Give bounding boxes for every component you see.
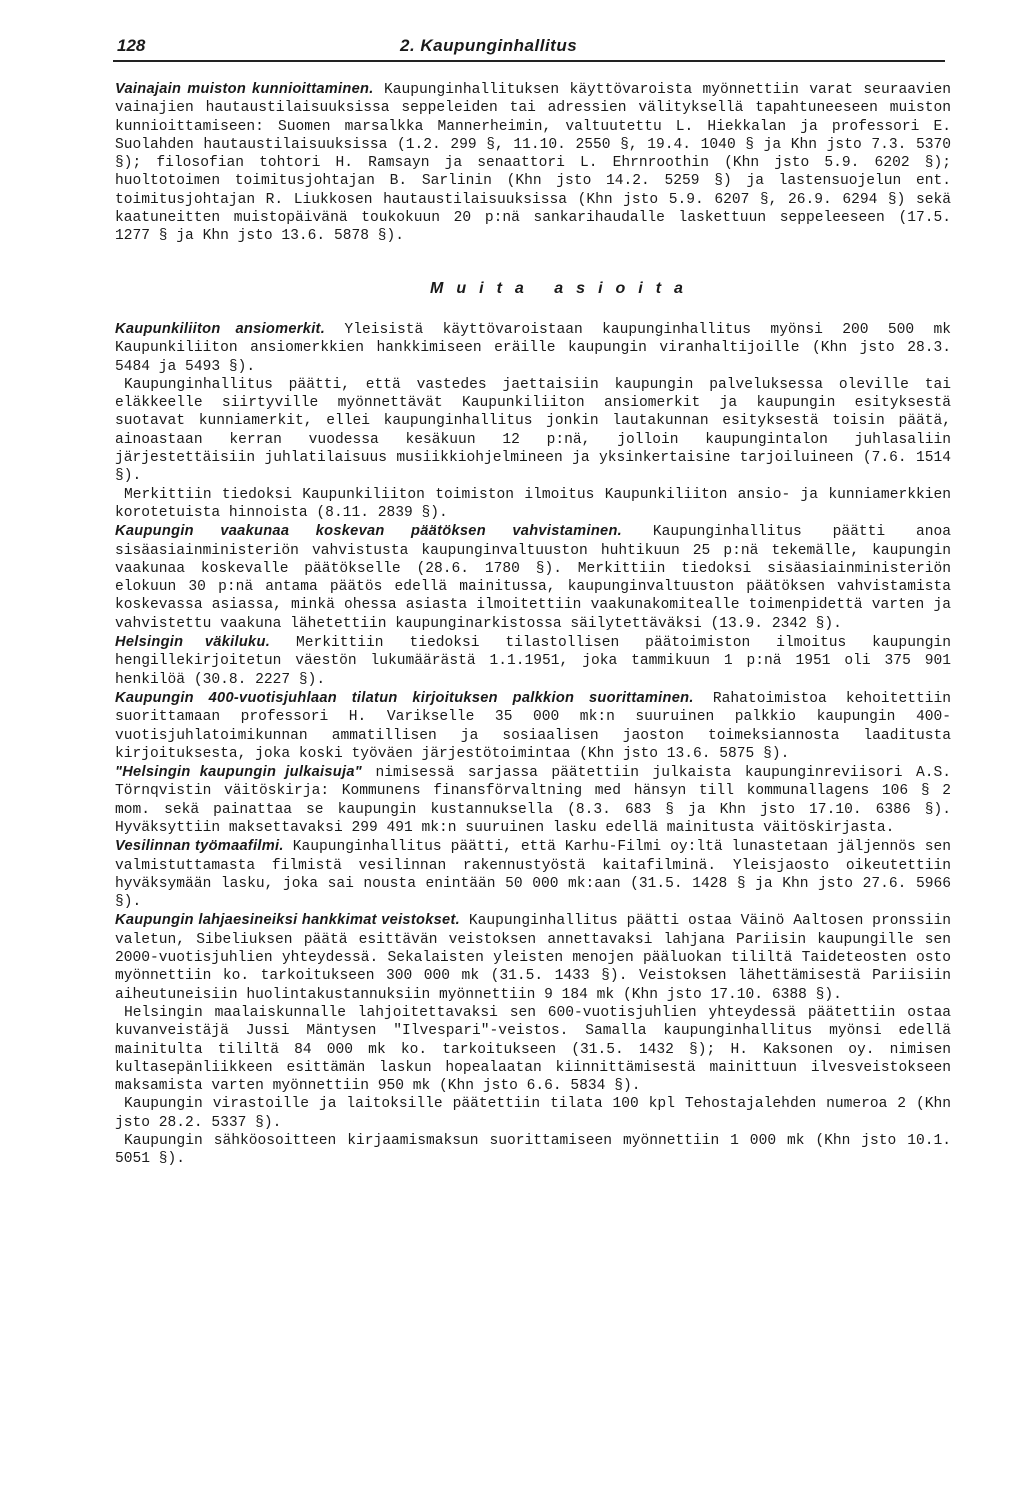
paragraph-veistokset [115,911,951,1003]
paragraph-ilvespari: Helsingin maalaiskunnalle lahjoitettavaksi sen 600-vuotisjuhlien yhteydessä päätettiin ostaa kuvanveistäjä Jussi Mäntysen "Ilvespari"-veistos. Samalla kaupunginhallitus myönsi edellä mainitulta tililtä 84 000 mk ko. tarkoitukseen (31.5. 1432 §); H. Kaksonen oy. nimisen kultasepänliikkeen esittämän laskun hopealaatan kiinnittämisestä mainittuun ilvesveistokseen maksamista varten myönnettiin 950 mk (Khn jsto 6.6. 5834 §). [115,1004,951,1095]
paragraph-vainajain [115,80,951,246]
run-in-heading: Kaupungin vaakunaa koskevan päätöksen vahvistaminen. [115,523,623,540]
paragraph-ansiomerkit-2: Kaupunginhallitus päätti, että vastedes jaettaisiin kaupungin palveluksessa oleville tai eläkkeelle siirtyville myönnettävät Kaupunkiliiton ansiomerkit ja kaupungin esityksestä suotavat kunniamerkit, ellei kaupunginhallitus jonkin lautakunnan esityksestä toisin päätä, ainoastaan kerran vuodessa kesäkuun 12 p:nä, jolloin kaupungintalon juhlasaliin järjestettäisiin juhlatilaisuus musiikkiohjelmineen ja yksinkertaisine tarjoiluineen (7.6. 1514 §). [115,376,951,485]
body-text [115,80,951,1169]
paragraph-text: Yleisistä käyttövaroistaan kaupunginhallitus myönsi 200 500 mk Kaupunkiliiton ansiomerkkien hankkimiseen eräille kaupungin viranhaltijoille (Khn jsto 28.3. 5484 ja 5493 §). [115,321,952,375]
paragraph-text: nimisessä sarjassa päätettiin julkaista kaupunginreviisori A.S. Törnqvistin väitöskirja: Kommunens finansförvaltning med hänsyn till kommunallagens 106 § 2 mom. sekä painattaa se kaupungin kustannuksella (8.3. 683 § ja Khn jsto 17.10. 6386 §). Hyväksyttiin maksettavaksi 299 491 mk:n suuruinen lasku edellä mainitusta väitöskirjasta. [115,765,951,836]
paragraph-sahkoosoite: Kaupungin sähköosoitteen kirjaamismaksun suorittamiseen myönnettiin 1 000 mk (Khn jsto 10.1. 5051 §). [115,1133,951,1168]
paragraph-ansiomerkit [115,320,951,376]
page-number: 128 [117,36,146,55]
paragraph-text: Rahatoimistoa kehoitettiin suorittamaan professori H. Varikselle 35 000 mk:n suuruinen palkkio kaupungin 400-vuotisjuhlatoimikunnan ammatillisen ja sosiaalisen jaoston toimeksiannosta laaditusta kirjoituksesta, joka koski työväen järjestötoimintaa (Khn jsto 13.6. 5875 §). [115,690,951,762]
page-header [113,34,945,62]
paragraph-text: Kaupunginhallitus päätti anoa sisäasiainministeriön vahvistusta kaupunginvaltuuston huhtikuun 25 p:nä tekemälle, kaupungin vaakunaa koskevalle päätökselle (28.6. 1780 §). Merkittiin tiedoksi sisäasiainministeriön elokuun 30 p:nä antama päätös edellä mainitussa, kaupunginvaltuuston päätöksen vahvistamista koskevassa asiassa, minkä ohessa asiasta ilmoitettiin vaakunakomitealle toimenpidettä varten ja vahvistettu vaakuna lähetettiin kaupunginarkistossa säilytettäväksi (13.9. 2342 §). [115,524,952,632]
run-in-heading: Kaupungin lahjaesineiksi hankkimat veistokset. [115,912,460,929]
running-title: 2. Kaupunginhallitus [400,36,578,55]
paragraph-text: Merkittiin tiedoksi tilastollisen päätoimiston ilmoitus kaupungin hengillekirjoitetun väestön lukumäärästä 1.1.1951, joka tammikuun 1 p:nä 1951 oli 375 901 henkilöä (30.8. 2227 §). [115,635,951,688]
run-in-heading: Vesilinnan työmaafilmi. [115,838,284,855]
paragraph-text: Kaupunginhallitus päätti ostaa Väinö Aaltosen pronssiin valetun, Sibeliuksen päätä esittävän veistoksen annettavaksi lahjana Pariisin kaupungille sen 2000-vuotisjuhlien yhteydessä. Sekalaisten yleisten menojen pääluokan tililtä Taideteosten osto myönnettiin ko. tarkoitukseen 300 000 mk (31.5. 1433 §). Veistoksen lähettämisestä Pariisiin aiheutuneisiin huolintakustannuksiin myönnettiin 9 184 mk (Khn jsto 17.10. 6388 §). [115,913,952,1003]
paragraph-text: Kaupunginhallitus päätti, että Karhu-Filmi oy:ltä lunastetaan jäljennös sen valmistuttamasta filmistä vesilinnan rakennustyöstä kaitafilminä. Yleisjaosto oikeutettiin hyväksymään lasku, joka sai nousta enintään 50 000 mk:aan (31.5. 1428 § ja Khn jsto 27.6. 5966 §). [115,839,951,911]
paragraph-vaakuna [115,522,951,633]
run-in-heading: Kaupunkiliiton ansiomerkit. [115,320,326,337]
paragraph-ansiomerkit-3: Merkittiin tiedoksi Kaupunkiliiton toimiston ilmoitus Kaupunkiliiton ansio- ja kunniamerkkien korotetuista hinnoista (8.11. 2839 §). [115,486,951,521]
paragraph-vakiluku [115,633,951,689]
run-in-heading: Kaupungin 400-vuotisjuhlaan tilatun kirjoituksen palkkion suorittaminen. [115,689,694,706]
run-in-heading: Vainajain muiston kunnioittaminen. [115,81,374,97]
section-heading: Muita asioita [430,279,696,297]
paragraph-tehostaja: Kaupungin virastoille ja laitoksille päätettiin tilata 100 kpl Tehostajalehden numeroa 2 (Khn jsto 28.2. 5337 §). [115,1096,951,1131]
paragraph-tyomaafilmi [115,837,951,911]
run-in-heading: "Helsingin kaupungin julkaisuja" [115,764,363,781]
run-in-heading: Helsingin väkiluku. [115,634,271,651]
paragraph-kirjoitus [115,689,951,763]
paragraph-text: Kaupunginhallituksen käyttövaroista myönnettiin varat seuraavien vainajien hautaustilaisuuksissa seppeleiden tai adressien välityksellä tapahtuneeseen muiston kunnioittamiseen: Suomen marsalkka Mannerheimin, valtuutettu L. Hiekkalan ja professori E. Suolahden hautaustilaisuuksissa (1.2. 299 §, 11.10. 2550 §, 19.4. 1040 § ja Khn jsto 7.3. 5370 §); filosofian tohtori H. Ramsayn ja senaattori L. Ehrnroothin (Khn jsto 5.9. 6202 §); huoltotoimen toimitusjohtajan B. Sarlinin (Khn jsto 14.2. 5259 §) ja lastensuojelun ent. toimitusjohtajan R. Liukkosen hautaustilaisuuksissa (Khn jsto 5.9. 6207 §, 26.9. 6294 §) sekä kaatuneitten muistopäivänä toukokuun 20 p:nä sankarihaudalle laskettuun seppeleeseen (17.5. 1277 § ja Khn jsto 13.6. 5878 §). [115,82,952,245]
paragraph-julkaisuja [115,763,951,837]
